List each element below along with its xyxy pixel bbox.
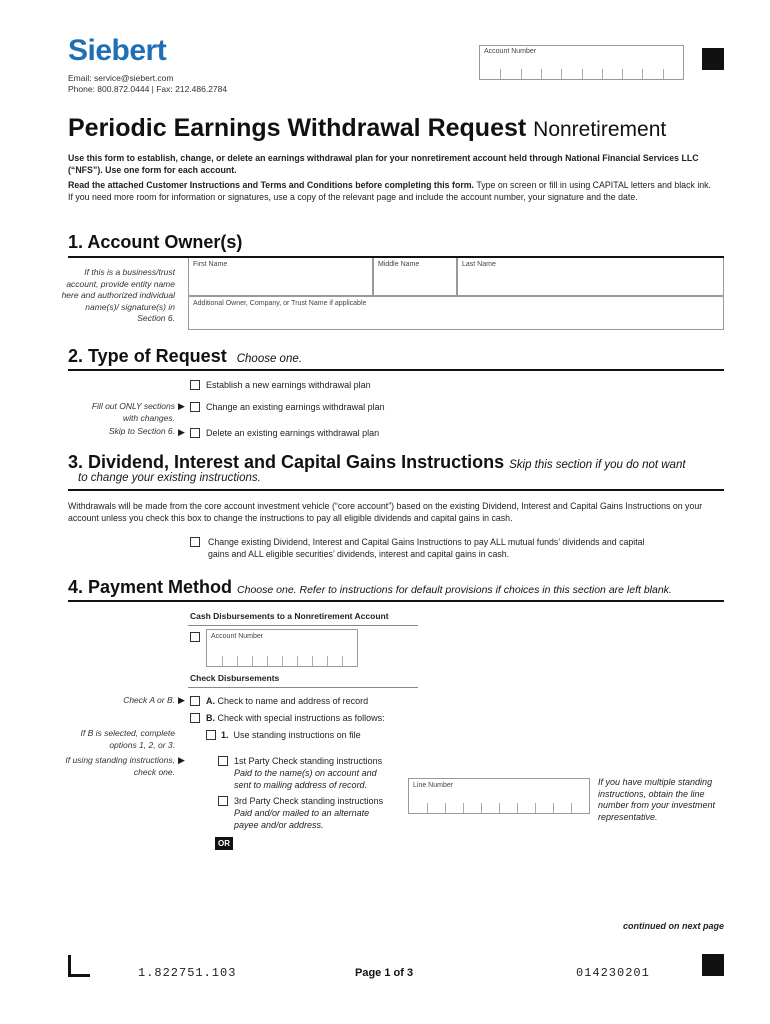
section-divider (68, 369, 724, 371)
title-main: Periodic Earnings Withdrawal Request (68, 114, 527, 142)
middle-name-label: Middle Name (378, 261, 420, 268)
header-account-number-field[interactable] (479, 45, 684, 80)
first-party-description: Paid to the name(s) on account and sent to mailing address of record. (234, 768, 377, 790)
digit-ticks (480, 69, 683, 79)
section-divider (68, 489, 724, 491)
page-number: Page 1 of 3 (355, 967, 414, 979)
option-1-label: 1. Use standing instructions on file (221, 730, 361, 740)
option-1-checkbox[interactable] (206, 730, 216, 740)
third-party-label: 3rd Party Check standing instructions (234, 796, 384, 806)
registration-mark (702, 48, 724, 70)
account-number-label: Account Number (211, 633, 264, 640)
cash-disbursements-title: Cash Disbursements to a Nonretirement Account (190, 611, 389, 621)
section-divider (68, 600, 724, 602)
subsection-rule (188, 687, 418, 688)
last-name-field[interactable] (457, 258, 724, 296)
arrow-right-icon: ▶ (178, 755, 185, 765)
last-name-label: Last Name (462, 261, 496, 268)
third-party-checkbox[interactable] (218, 796, 228, 806)
subsection-rule (188, 625, 418, 626)
standing-instructions-note: If using standing instructions, check one. (65, 755, 175, 777)
section-1-note: If this is a business/trust account, provide entity name here and authorized individual name(s)/ signature(s) in Section 6. (61, 267, 175, 323)
cash-disbursement-checkbox[interactable] (190, 632, 200, 642)
registration-mark (702, 954, 724, 976)
first-party-checkbox[interactable] (218, 756, 228, 766)
intro-paragraph-2: Read the attached Customer Instructions and Terms and Conditions before completing this form. Type on screen or fill in using CAPITAL letters and black ink. If you need more room for information or signatures, use a copy of the relevant page and include the account number, your signature and the date. (68, 180, 712, 202)
delete-plan-checkbox[interactable] (190, 428, 200, 438)
fill-sections-note: Fill out ONLY sections with changes. (91, 401, 175, 423)
continued-note: continued on next page (622, 921, 724, 931)
cash-account-number-field[interactable] (206, 629, 358, 667)
corner-mark (68, 974, 90, 977)
section-1-heading: 1. Account Owner(s) (68, 232, 243, 252)
change-dividend-label: Change existing Dividend, Interest and Capital Gains Instructions to pay ALL mutual funds’ dividends and capital gains and ALL eligible securities’ dividends, interest and capital gains in cash. (208, 537, 645, 559)
establish-plan-checkbox[interactable] (190, 380, 200, 390)
section-4-heading: 4. Payment Method Choose one. Refer to instructions for default provisions if choices in this section are left blank. (68, 577, 672, 597)
page-title (68, 114, 666, 143)
form-code-left: 1.822751.103 (138, 966, 237, 980)
arrow-right-icon: ▶ (178, 401, 185, 411)
intro-paragraph-1: Use this form to establish, change, or delete an earnings withdrawal plan for your nonretirement account held through National Financial Services LLC (“NFS”). Use one form for each account. (68, 153, 699, 175)
arrow-right-icon: ▶ (178, 695, 185, 705)
skip-note: Skip to Section 6. (108, 426, 175, 436)
first-name-field[interactable] (188, 258, 373, 296)
option-a-checkbox[interactable] (190, 696, 200, 706)
contact-phone: Phone: 800.872.0444 | Fax: 212.486.2784 (68, 84, 228, 94)
line-number-note: If you have multiple standing instructions, obtain the line number from your investment representative. (598, 777, 716, 822)
third-party-description: Paid and/or mailed to an alternate payee and/or address. (234, 808, 370, 830)
arrow-right-icon: ▶ (178, 427, 185, 437)
section-3-hint-continued: to change your existing instructions. (78, 472, 261, 484)
check-disbursements-title: Check Disbursements (190, 673, 280, 683)
option-b-checkbox[interactable] (190, 713, 200, 723)
section-3-heading: 3. Dividend, Interest and Capital Gains Instructions Skip this section if you do not want (68, 452, 686, 472)
check-a-or-b-note: Check A or B. (123, 695, 175, 705)
or-badge: OR (215, 837, 233, 850)
form-code-right: 014230201 (576, 966, 650, 980)
section-2-heading: 2. Type of Request Choose one. (68, 346, 302, 366)
title-sub: Nonretirement (533, 118, 667, 141)
establish-plan-label: Establish a new earnings withdrawal plan (206, 380, 371, 390)
first-name-label: First Name (193, 261, 228, 268)
delete-plan-label: Delete an existing earnings withdrawal plan (206, 428, 380, 438)
account-number-label: Account Number (484, 48, 537, 55)
contact-email: Email: service@siebert.com (68, 73, 174, 83)
middle-name-field[interactable] (373, 258, 457, 296)
option-b-label: B. Check with special instructions as follows: (206, 713, 385, 723)
section-3-body: Withdrawals will be made from the core account investment vehicle (“core account”) based on the existing Dividend, Interest and Capital Gains Instructions on your account unless you check this box to change the instructions to pay all eligible dividends and capital gains in cash. (68, 501, 703, 523)
siebert-logo: Siebert (68, 34, 167, 67)
additional-owner-label: Additional Owner, Company, or Trust Name if applicable (193, 300, 367, 307)
change-dividend-checkbox[interactable] (190, 537, 200, 547)
first-party-label: 1st Party Check standing instructions (234, 756, 383, 766)
change-plan-checkbox[interactable] (190, 402, 200, 412)
change-plan-label: Change an existing earnings withdrawal plan (206, 402, 385, 412)
option-a-label: A. Check to name and address of record (206, 696, 369, 706)
line-number-field[interactable] (408, 778, 590, 814)
additional-owner-field[interactable] (188, 296, 724, 330)
option-b-note: If B is selected, complete options 1, 2, or 3. (80, 728, 175, 750)
line-number-label: Line Number (413, 782, 454, 789)
